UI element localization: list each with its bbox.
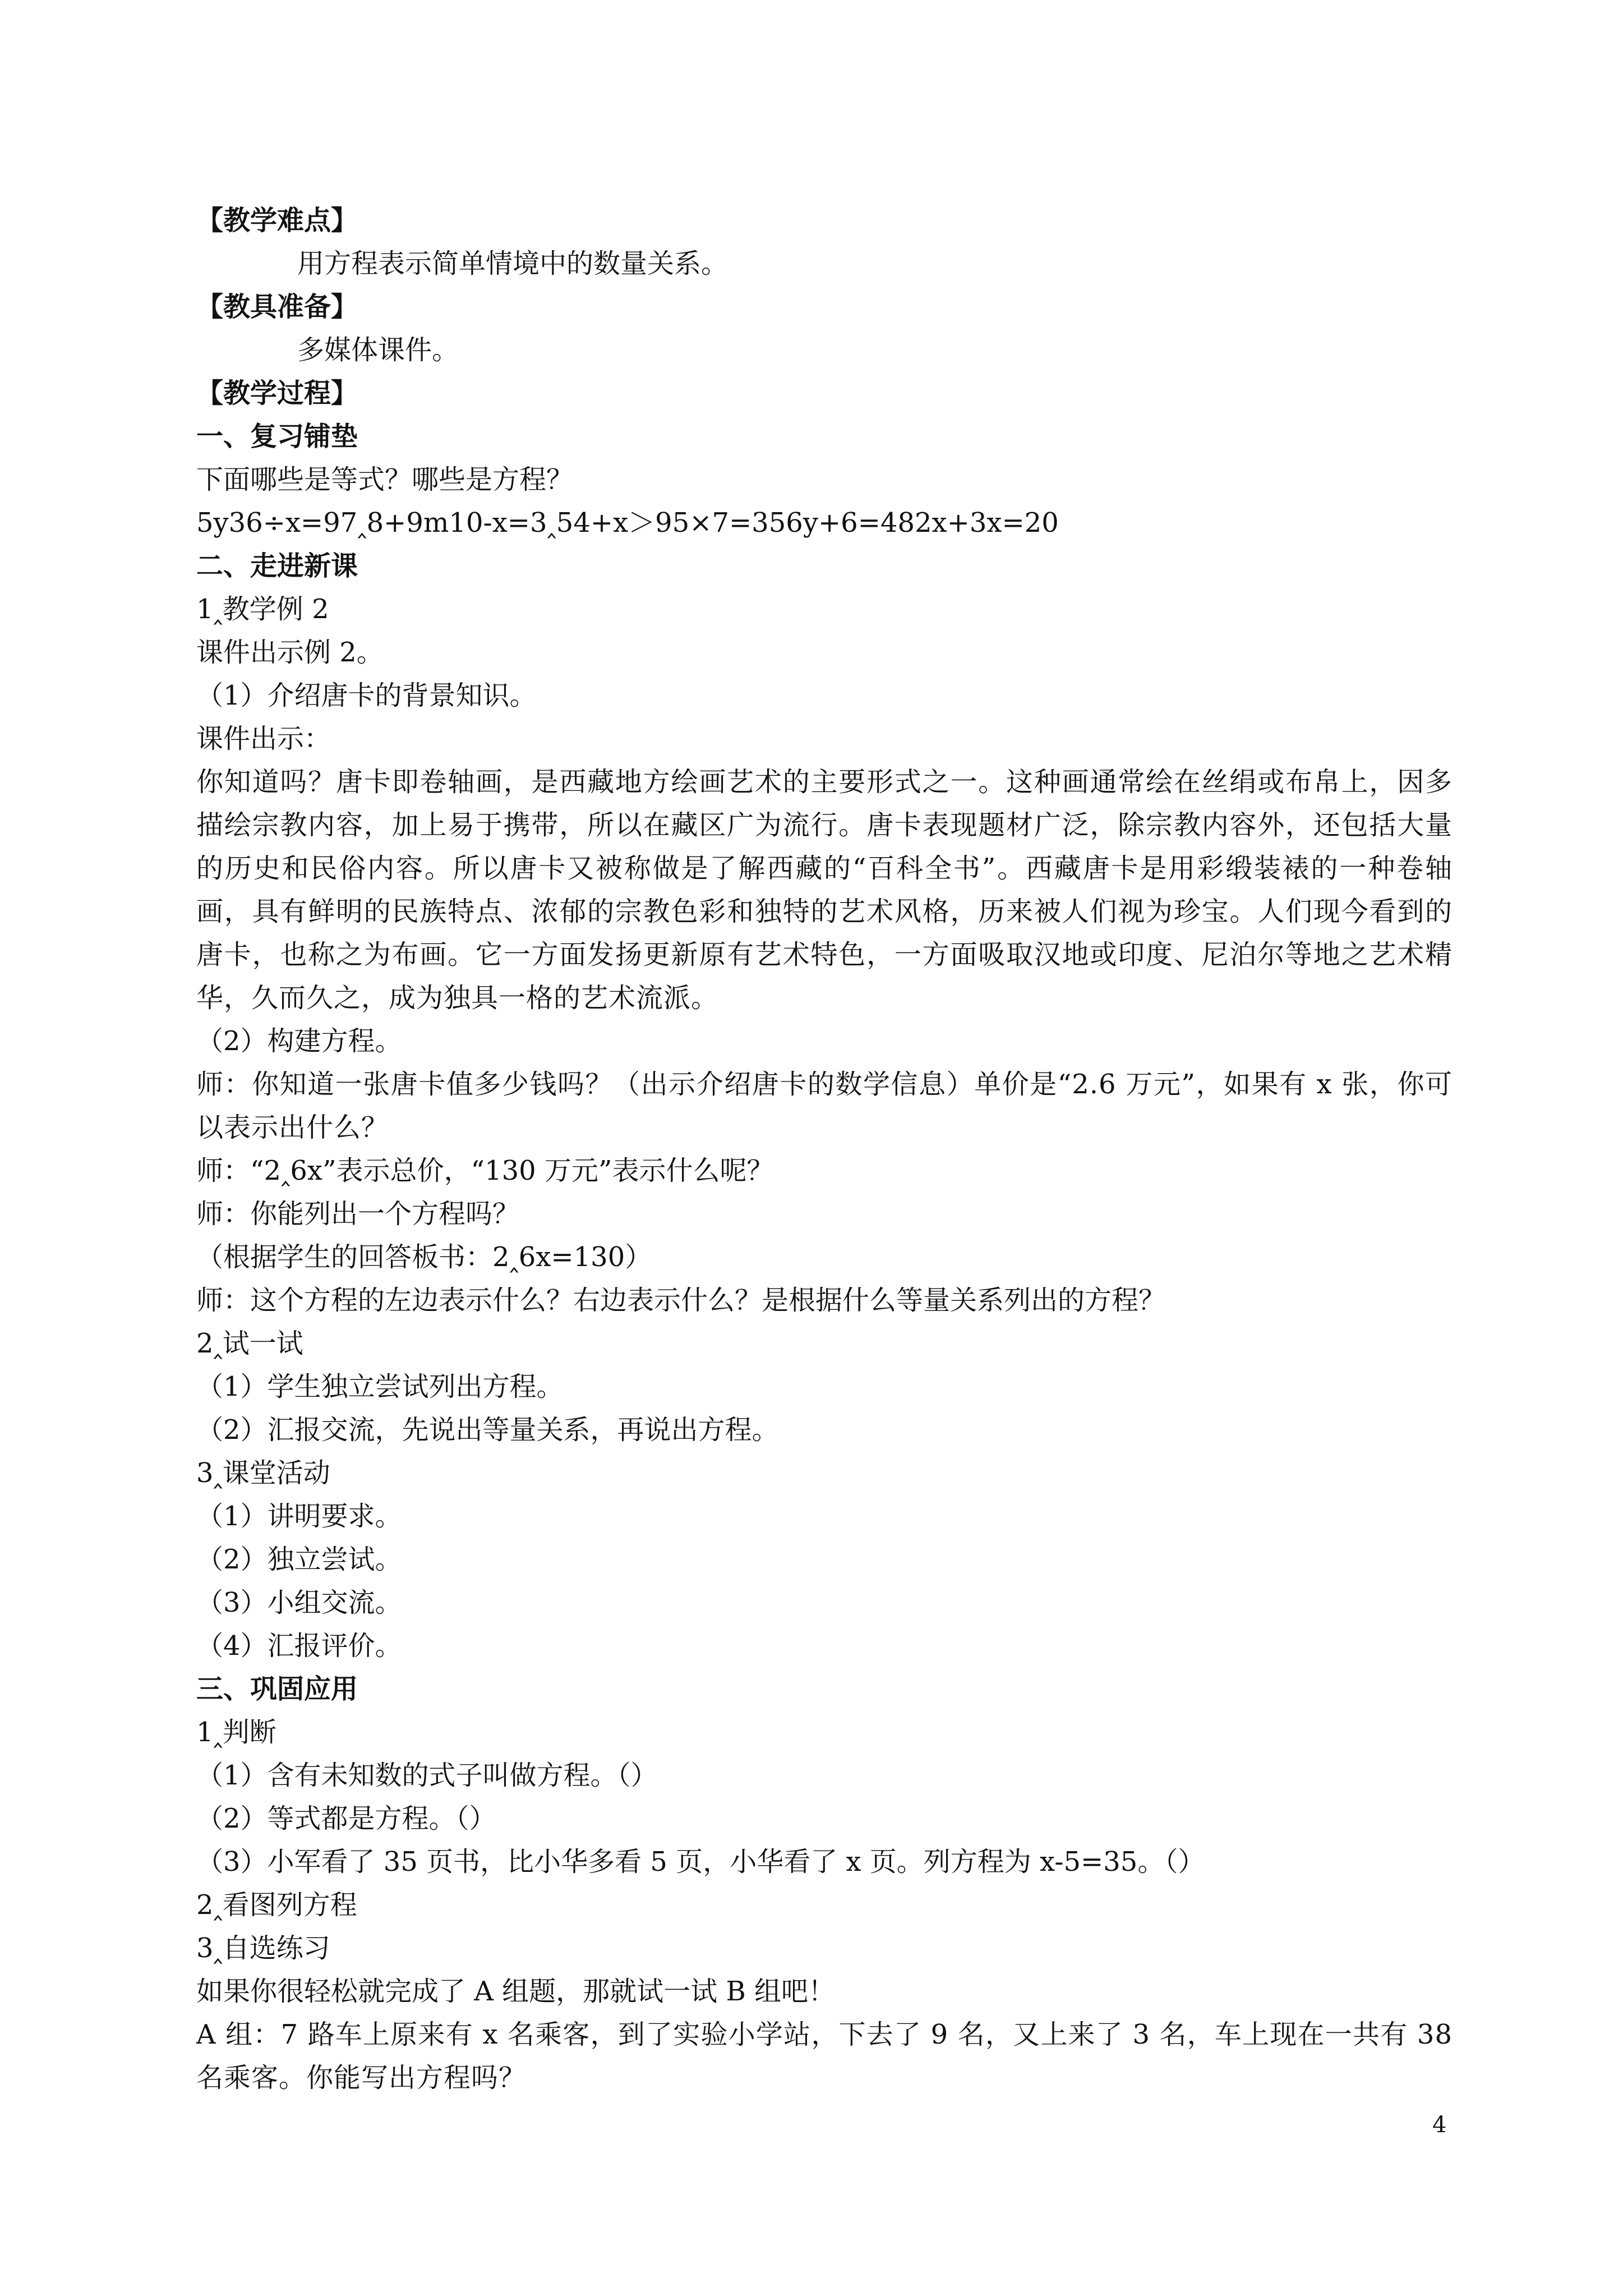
teacher-line-2: 师：“2‸6x”表示总价，“130 万元”表示什么呢？	[196, 1155, 774, 1186]
part3-judge-1: （1）含有未知数的式子叫做方程。（）	[196, 1760, 658, 1791]
teacher-line-5: 师：这个方程的左边表示什么？右边表示什么？是根据什么等量关系列出的方程？	[196, 1285, 1166, 1316]
part2-sub1: （1）介绍唐卡的背景知识。	[196, 680, 537, 711]
part2-item2-a: （1）学生独立尝试列出方程。	[196, 1371, 564, 1402]
part2-item1: 1‸教学例 2	[196, 593, 329, 625]
part1-title: 一、复习铺垫	[196, 421, 358, 452]
part3-title: 三、巩固应用	[196, 1673, 358, 1705]
part2-show2: 课件出示：	[196, 723, 331, 754]
part3-item3: 3‸自选练习	[196, 1932, 330, 1964]
part1-expressions: 5y36÷x=97‸8+9m10-x=3‸54+x＞95×7=356y+6=482x+3x=20	[196, 507, 1059, 539]
part3-group-a: A 组：7 路车上原来有 x 名乘客，到了实验小学站，下去了 9 名，又上来了 3 名，车上现在一共有 38 名乘客。你能写出方程吗？	[196, 2019, 1453, 2093]
document-page	[196, 199, 1453, 2100]
thangka-paragraph: 你知道吗？唐卡即卷轴画，是西藏地方绘画艺术的主要形式之一。这种画通常绘在丝绢或布帛上，因多描绘宗教内容，加上易于携带，所以在藏区广为流行。唐卡表现题材广泛，除宗教内容外，还包括大量的历史和民俗内容。所以唐卡又被称做是了解西藏的“百科全书”。西藏唐卡是用彩缎装裱的一种卷轴画，具有鲜明的民族特点、浓郁的宗教色彩和独特的艺术风格，历来被人们视为珍宝。人们现今看到的唐卡，也称之为布画。它一方面发扬更新原有艺术特色，一方面吸取汉地或印度、尼泊尔等地之艺术精华，久而久之，成为独具一格的艺术流派。	[196, 766, 1453, 1014]
part2-show: 课件出示例 2。	[196, 637, 384, 668]
teacher-line-3: 师：你能列出一个方程吗？	[196, 1198, 520, 1230]
part2-item3-d: （4）汇报评价。	[196, 1630, 402, 1662]
difficulty-text: 用方程表示简单情境中的数量关系。	[297, 248, 728, 279]
section-title-process: 【教学过程】	[196, 378, 358, 409]
part3-item1: 1‸判断	[196, 1717, 276, 1748]
part2-sub2: （2）构建方程。	[196, 1025, 402, 1057]
part1-question: 下面哪些是等式？哪些是方程？	[196, 464, 574, 495]
part2-item2-b: （2）汇报交流，先说出等量关系，再说出方程。	[196, 1414, 779, 1446]
part3-intro: 如果你很轻松就完成了 A 组题，那就试一试 B 组吧！	[196, 1976, 835, 2007]
part3-judge-2: （2）等式都是方程。（）	[196, 1803, 496, 1834]
part2-item3-c: （3）小组交流。	[196, 1587, 402, 1618]
part3-item2: 2‸看图列方程	[196, 1889, 357, 1921]
part3-judge-3: （3）小军看了 35 页书，比小华多看 5 页，小华看了 x 页。列方程为 x-5=35。（）	[196, 1846, 1205, 1878]
section-title-difficulty: 【教学难点】	[196, 205, 358, 236]
part2-item2: 2‸试一试	[196, 1328, 303, 1359]
teacher-line-4: （根据学生的回答板书：2‸6x=130）	[196, 1241, 652, 1273]
page-number: 4	[1432, 2112, 1447, 2138]
part2-item3-b: （2）独立尝试。	[196, 1544, 402, 1575]
tools-text: 多媒体课件。	[297, 334, 459, 366]
part2-item3: 3‸课堂活动	[196, 1457, 330, 1489]
teacher-line-1: 师：你知道一张唐卡值多少钱吗？（出示介绍唐卡的数学信息）单价是“2.6 万元”，如果有 x 张，你可以表示出什么？	[196, 1069, 1453, 1143]
part2-title: 二、走进新课	[196, 550, 358, 582]
part2-item3-a: （1）讲明要求。	[196, 1501, 402, 1532]
section-title-tools: 【教具准备】	[196, 291, 358, 323]
